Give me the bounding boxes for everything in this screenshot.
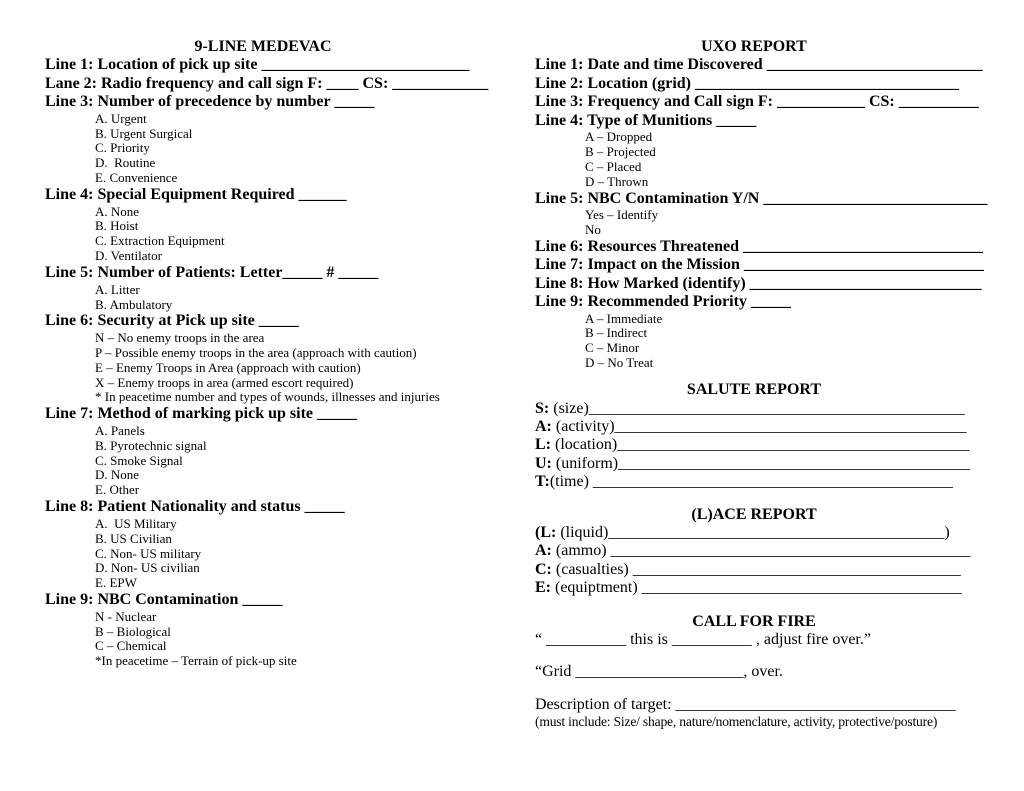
form-row	[535, 579, 973, 597]
form-row-text: B – Projected	[585, 143, 656, 159]
form-row	[535, 356, 973, 371]
form-row-text: P – Possible enemy troops in the area (approach with caution)	[95, 344, 417, 360]
form-row-text: Line 3: Number of precedence by number _____	[45, 93, 375, 111]
form-row-label: L:	[535, 436, 551, 454]
form-row	[535, 93, 979, 111]
call-for-fire-rows	[535, 631, 973, 730]
form-row-text: X – Enemy troops in area (armed escort required)	[95, 374, 354, 390]
form-row	[535, 175, 973, 190]
form-row-text: (ammo) _____________________________________________	[551, 542, 971, 560]
form-row	[45, 298, 481, 313]
form-row	[45, 405, 481, 423]
form-row	[45, 517, 481, 532]
form-row	[45, 454, 481, 469]
form-row	[535, 56, 983, 74]
form-row-text: B – Indirect	[585, 325, 648, 341]
form-row-text: C – Minor	[585, 340, 640, 356]
form-row	[45, 112, 481, 127]
uxo-section	[535, 38, 988, 371]
medevac-rows	[45, 56, 489, 669]
medevac-column	[45, 38, 489, 669]
form-row-text: C. Extraction Equipment	[95, 233, 225, 249]
form-row-text: Line 5: Number of Patients: Letter_____ # _____	[45, 264, 379, 282]
form-row-text: B. Urgent Surgical	[95, 125, 193, 141]
form-row-text: Line 9: NBC Contamination _____	[45, 591, 283, 609]
form-row-label: U:	[535, 454, 552, 472]
form-row-text: (location)____________________________________________	[551, 436, 970, 454]
form-row	[535, 714, 973, 730]
form-row-text: Yes – Identify	[585, 207, 659, 223]
form-row-text: C. Non- US military	[95, 545, 202, 561]
form-row	[45, 234, 481, 249]
form-row	[45, 532, 481, 547]
form-row-label: C:	[535, 560, 552, 578]
form-row	[45, 625, 481, 640]
form-row-text: Description of target: ___________________________________	[535, 695, 956, 713]
form-row	[535, 524, 973, 542]
form-row	[45, 576, 481, 591]
lace-rows	[535, 524, 973, 598]
salute-rows	[535, 400, 973, 492]
form-row	[45, 376, 481, 391]
form-row-text: E. Other	[95, 482, 140, 498]
reports-column	[535, 38, 988, 730]
form-row	[45, 468, 481, 483]
form-row	[45, 331, 481, 346]
form-row	[45, 127, 481, 142]
form-row-text: E. Convenience	[95, 170, 178, 186]
form-row-text: Line 7: Method of marking pick up site _____	[45, 405, 358, 423]
form-row	[535, 341, 973, 356]
form-row	[45, 483, 481, 498]
form-row-text: Line 4: Special Equipment Required ______	[45, 186, 347, 204]
lace-title: (L)ACE REPORT	[691, 505, 817, 523]
uxo-rows	[535, 56, 988, 371]
form-row-text: B. Ambulatory	[95, 296, 173, 312]
form-row-text: Line 4: Type of Munitions _____	[535, 111, 757, 129]
form-row-text: (activity)____________________________________________	[551, 417, 967, 435]
form-row	[45, 249, 481, 264]
form-row	[45, 547, 481, 562]
form-row-text: B. US Civilian	[95, 530, 172, 546]
form-row	[535, 145, 973, 160]
form-row-text: Line 1: Date and time Discovered ___________________________	[535, 56, 983, 74]
form-row-text: Line 1: Location of pick up site __________________________	[45, 56, 470, 74]
form-row	[535, 223, 973, 238]
form-row	[535, 293, 973, 311]
form-row	[535, 631, 973, 649]
form-row-text: Line 2: Location (grid) _________________________________	[535, 74, 959, 92]
form-row-text: Line 6: Security at Pick up site _____	[45, 312, 299, 330]
form-row-text: C – Placed	[585, 158, 642, 174]
form-row	[45, 205, 481, 220]
form-row-text: A. Panels	[95, 422, 145, 438]
medevac-title: 9-LINE MEDEVAC	[194, 38, 332, 55]
form-row	[45, 498, 481, 516]
form-row-text: D. Non- US civilian	[95, 560, 200, 576]
form-row-text: C. Priority	[95, 140, 150, 156]
form-row-text: D – No Treat	[585, 355, 654, 371]
form-row	[535, 274, 982, 293]
form-row-text: E. EPW	[95, 575, 137, 591]
form-row	[535, 160, 973, 175]
form-row	[535, 455, 973, 473]
form-row-text: B. Hoist	[95, 218, 139, 234]
form-row-label: S:	[535, 399, 550, 417]
form-row	[45, 390, 481, 405]
form-row	[535, 312, 973, 327]
form-row	[535, 112, 973, 130]
call-for-fire-title: CALL FOR FIRE	[692, 612, 816, 630]
form-row-text: “ __________ this is __________ , adjust fire over.”	[535, 631, 871, 648]
form-row	[45, 610, 481, 625]
form-row	[535, 326, 973, 341]
form-row	[45, 424, 481, 439]
form-row	[45, 346, 481, 361]
form-row	[535, 696, 973, 714]
form-row-text: (equiptment) ________________________________________	[551, 579, 962, 597]
form-row-text: “Grid _____________________, over.	[535, 663, 783, 681]
form-row	[535, 208, 973, 223]
form-row-text: B – Biological	[95, 623, 171, 639]
form-row-text: C – Chemical	[95, 638, 167, 654]
form-row	[535, 418, 973, 436]
form-row	[535, 663, 973, 681]
form-row-text: Line 8: Patient Nationality and status _____	[45, 498, 345, 516]
form-row-text: Line 7: Impact on the Mission ______________________________	[535, 256, 984, 274]
form-row	[535, 256, 984, 274]
form-row	[535, 436, 973, 454]
form-row	[45, 56, 481, 74]
form-row	[535, 473, 973, 491]
form-row	[535, 561, 973, 579]
form-row-text: A. Urgent	[95, 110, 147, 126]
form-row	[535, 75, 973, 93]
form-row	[535, 189, 988, 208]
form-row	[45, 186, 481, 204]
form-row-text: Lane 2: Radio frequency and call sign F: ____ CS: ____________	[45, 74, 489, 92]
lace-section	[535, 506, 973, 598]
form-row-text: * In peacetime number and types of wounds, illnesses and injuries	[95, 389, 440, 405]
form-row	[45, 93, 481, 111]
form-row	[45, 561, 481, 576]
form-row	[45, 439, 481, 454]
form-row	[45, 283, 481, 298]
form-row-text: (must include: Size/ shape, nature/nomenclature, activity, protective/posture)	[535, 714, 938, 730]
form-row	[45, 219, 481, 234]
form-row-text: D. Routine	[95, 155, 156, 171]
salute-section	[535, 381, 973, 491]
form-row	[535, 542, 973, 560]
form-row-text: (time) _____________________________________________	[549, 473, 953, 491]
form-row-text: A. None	[95, 203, 140, 219]
form-row-text: Line 3: Frequency and Call sign F: ___________ CS: __________	[535, 93, 979, 111]
form-row-label: E:	[535, 579, 551, 597]
form-row-text: A. Litter	[95, 281, 140, 297]
form-row-label: (L:	[535, 523, 557, 541]
form-row	[45, 74, 489, 93]
form-row-text: E – Enemy Troops in Area (approach with caution)	[95, 359, 361, 375]
form-row-text: Line 5: NBC Contamination Y/N ____________________________	[535, 189, 988, 207]
form-row	[45, 171, 481, 186]
form-row-text: C. Smoke Signal	[95, 452, 183, 468]
form-row	[45, 591, 481, 609]
form-row-text: *In peacetime – Terrain of pick-up site	[95, 653, 297, 669]
form-row	[45, 156, 481, 171]
form-row	[45, 264, 481, 282]
form-row-text: Line 9: Recommended Priority _____	[535, 293, 791, 311]
form-row-label: A:	[535, 542, 552, 560]
call-for-fire-section	[535, 613, 973, 731]
form-row-label: T:	[535, 473, 550, 491]
form-row-text: A. US Military	[95, 515, 177, 531]
form-row-text: D. None	[95, 467, 140, 483]
form-row-text: D. Ventilator	[95, 248, 162, 264]
form-row-text: (casualties) _________________________________________	[551, 560, 961, 578]
form-row-text: (uniform)____________________________________________	[551, 454, 971, 472]
form-row-text: Line 6: Resources Threatened ______________________________	[535, 237, 983, 255]
form-row	[45, 141, 481, 156]
form-row-text: (size)_______________________________________________	[549, 399, 965, 417]
form-row-text: No	[585, 221, 601, 237]
form-row-text: D – Thrown	[585, 173, 649, 189]
form-row	[535, 130, 973, 145]
form-row-text: B. Pyrotechnic signal	[95, 437, 207, 453]
form-row-text: A – Dropped	[585, 129, 653, 145]
form-row	[535, 237, 983, 256]
form-row-text: A – Immediate	[585, 310, 663, 326]
salute-title: SALUTE REPORT	[686, 381, 822, 399]
medevac-section	[45, 38, 489, 669]
form-row-label: A:	[535, 417, 552, 435]
form-row-text: N – No enemy troops in the area	[95, 329, 265, 345]
form-row	[45, 361, 481, 376]
form-row-text: N - Nuclear	[95, 608, 157, 624]
uxo-title: UXO REPORT	[701, 38, 807, 55]
form-row-text: (liquid)__________________________________________)	[556, 523, 950, 541]
form-row-text: Line 8: How Marked (identify) _____________________________	[535, 274, 982, 292]
form-row	[45, 312, 481, 330]
form-row	[45, 639, 481, 654]
form-row	[45, 654, 481, 669]
form-row	[535, 400, 973, 418]
